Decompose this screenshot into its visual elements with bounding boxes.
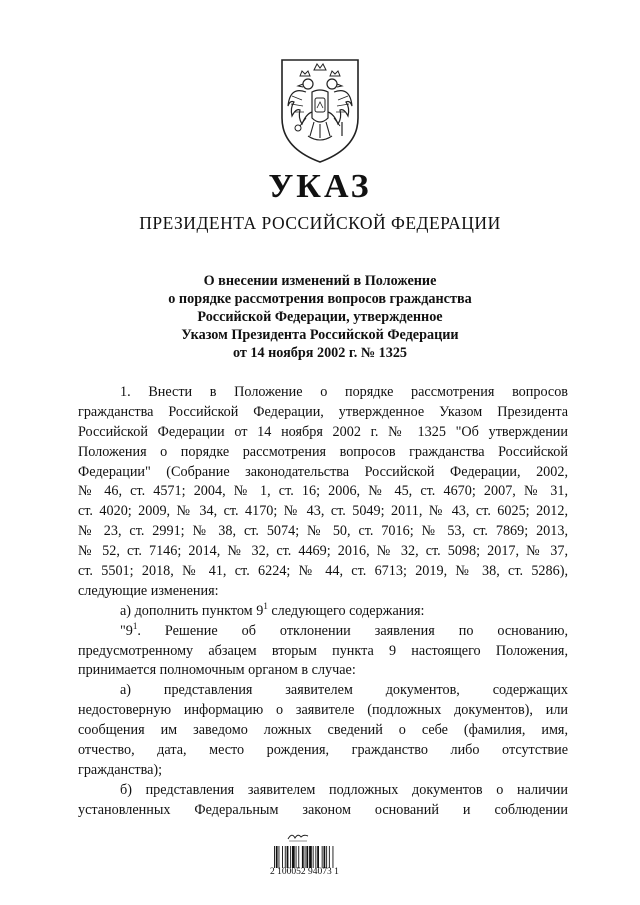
- paragraph-line: Российской Федерации от 14 ноября 2002 г. № 1325 "Об утверждении: [78, 423, 568, 440]
- paragraph-line: гражданства Российской Федерации, утвержденное Указом Президента: [78, 403, 568, 420]
- paragraph-line: № 52, ст. 7146; 2014, № 32, ст. 4469; 2016, № 32, ст. 5098; 2017, № 37,: [78, 543, 568, 560]
- paragraph-line: установленных Федеральным законом оснований и соблюдении: [78, 801, 568, 818]
- paragraph-line: отчество, дата, место рождения, гражданство либо отсутствие: [78, 742, 568, 759]
- paragraph-line: Федерации" (Собрание законодательства Российской Федерации, 2002,: [78, 463, 568, 480]
- document-title: УКАЗ: [268, 168, 372, 205]
- heading-line: о порядке рассмотрения вопросов гражданства: [168, 291, 472, 307]
- paragraph-line: № 46, ст. 4571; 2004, № 1, ст. 16; 2006, № 45, ст. 4670; 2007, № 31,: [78, 483, 568, 500]
- paragraph-line: следующие изменения:: [78, 582, 219, 599]
- decree-body: [78, 383, 568, 821]
- heading-line: О внесении изменений в Положение: [203, 273, 437, 289]
- paragraph-line: принимается полномочным органом в случае:: [78, 662, 356, 679]
- signature-mark: [286, 830, 310, 842]
- paragraph-line: б) представления заявителем подложных документов о наличии: [120, 781, 568, 798]
- paragraph-line: Положения о порядке рассмотрения вопросов гражданства Российской: [78, 443, 568, 460]
- paragraph-line: а) представления заявителем документов, содержащих: [120, 682, 568, 699]
- coat-of-arms-icon: [276, 56, 364, 166]
- paragraph-line: предусмотренному абзацем вторым пункта 9 настоящего Положения,: [78, 642, 568, 659]
- heading-line: от 14 ноября 2002 г. № 1325: [232, 345, 408, 361]
- heading-line: Российской Федерации, утвержденное: [197, 309, 443, 325]
- paragraph-line: "$9^1$. Решение об отклонении заявления по основанию,: [120, 620, 568, 639]
- heading-line: Указом Президента Российской Федерации: [181, 327, 459, 343]
- paragraph-line: 1. Внести в Положение о порядке рассмотрения вопросов: [120, 384, 568, 400]
- paragraph-line: гражданства);: [78, 761, 163, 778]
- paragraph-line: ст. 4020; 2009, № 34, ст. 4170; № 43, ст. 5049; 2011, № 43, ст. 6025; 2012,: [78, 503, 568, 520]
- paragraph-line: № 23, ст. 2991; № 38, ст. 5074; № 50, ст. 7016; № 53, ст. 7869; 2013,: [78, 523, 568, 540]
- paragraph-line: ст. 5501; 2018, № 41, ст. 6224; № 44, ст. 6713; 2019, № 38, ст. 5286),: [78, 563, 568, 580]
- paragraph-line: недостоверную информацию о заявителе (подложных документов), или: [78, 702, 568, 719]
- barcode-number: 2 100052 94073 1: [270, 867, 339, 877]
- paragraph-line: сообщения им заведомо ложных сведений о себе (фамилия, имя,: [78, 722, 568, 739]
- paragraph-line: а) дополнить пунктом $9^1$ следующего содержания:: [120, 600, 425, 619]
- document-subtitle: ПРЕЗИДЕНТА РОССИЙСКОЙ ФЕДЕРАЦИИ: [139, 213, 501, 233]
- decree-heading: [0, 272, 640, 362]
